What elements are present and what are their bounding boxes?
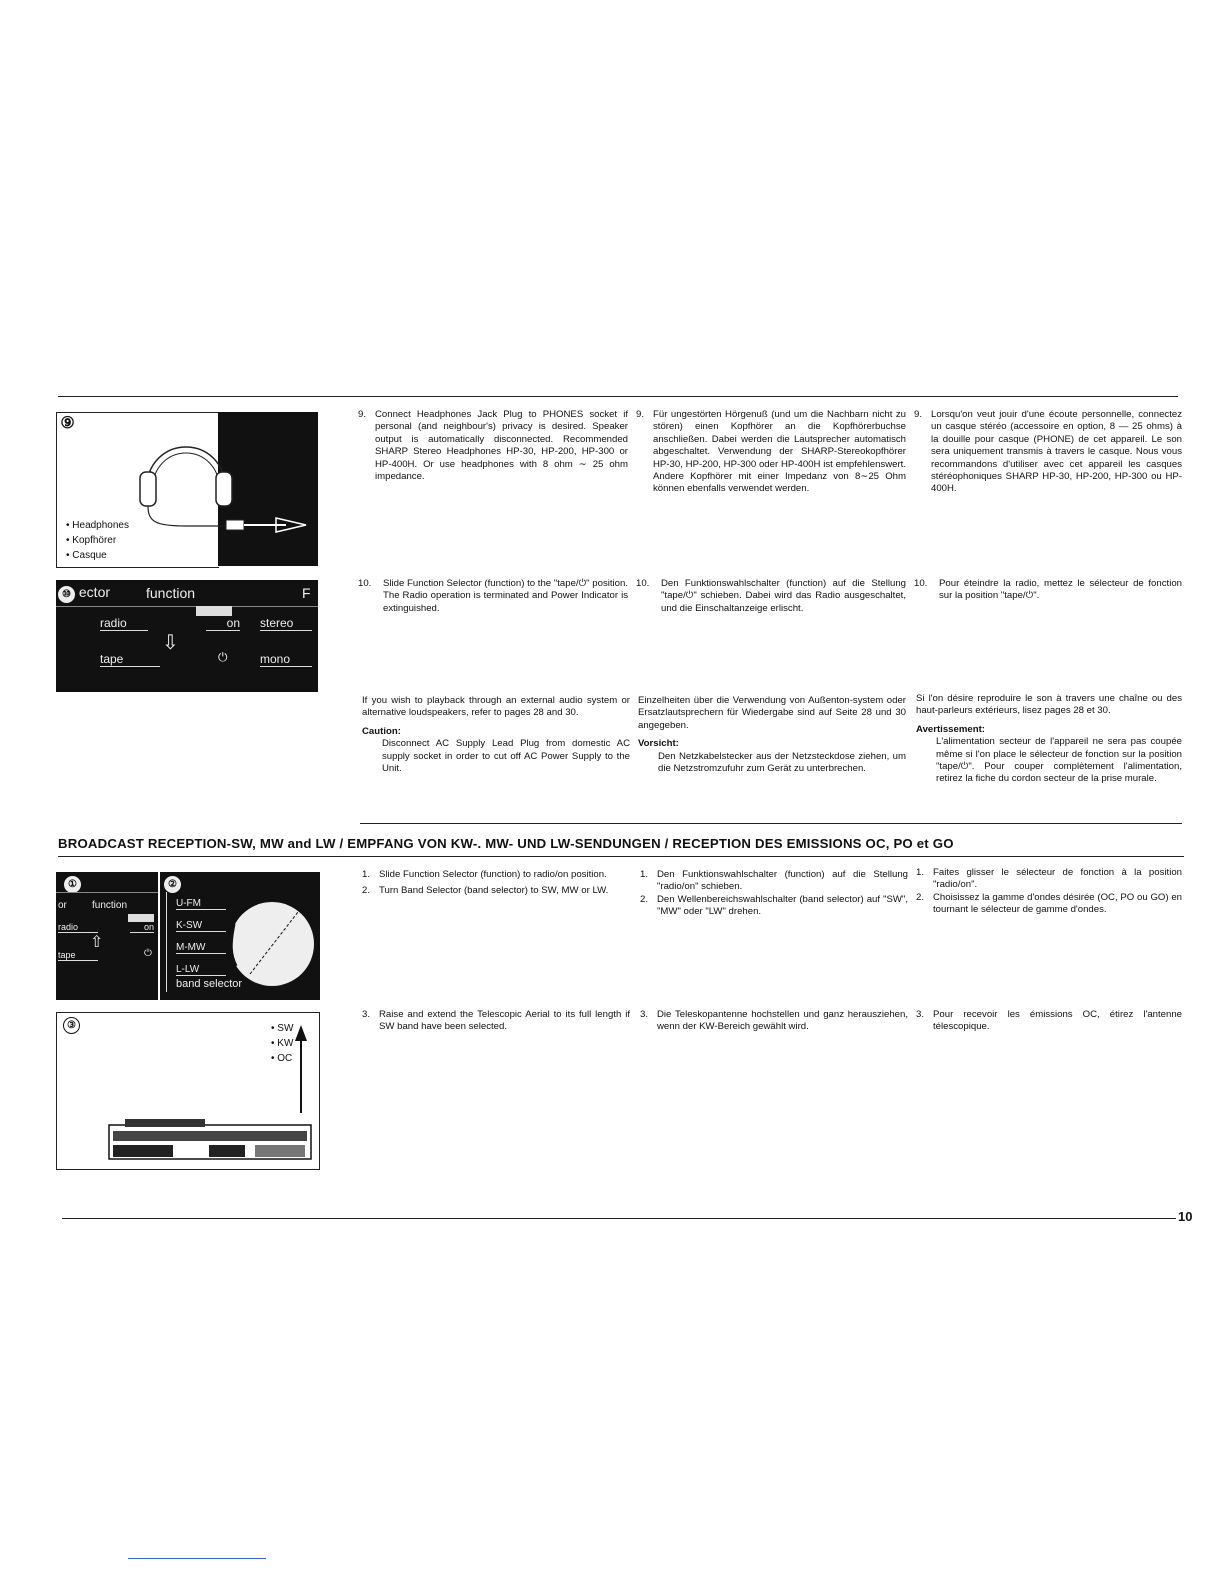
en2-item-3-number: 3.	[362, 1009, 371, 1020]
figure-10-tape-label: tape	[100, 652, 160, 667]
en-item-9-number: 9.	[358, 409, 367, 420]
aerial-arrow-icon	[293, 1021, 309, 1117]
en-caution-title: Caution:	[362, 725, 401, 737]
fr2-item-3-text: Pour recevoir les émissions OC, étirez l'antenne télescopique.	[933, 1009, 1182, 1033]
de-item-10	[636, 578, 906, 615]
en-caution-text: Disconnect AC Supply Lead Plug from domestic AC supply socket in order to cut off AC Power Supply to the Unit.	[382, 738, 630, 775]
en2-item-1-number: 1.	[362, 869, 371, 880]
figure-3-label-kw: • KW	[271, 1038, 294, 1049]
band-lw: L-LW	[176, 964, 226, 976]
figure-10-right-cut: F	[302, 585, 311, 601]
section1-german-10	[636, 578, 906, 615]
section1-french-10	[914, 578, 1182, 603]
section1-english	[358, 409, 628, 483]
en2-item-3	[362, 1009, 630, 1034]
band-sw: K-SW	[176, 920, 226, 932]
figure-10-on-label: on	[206, 616, 240, 631]
fr-item-9-number: 9.	[914, 409, 923, 420]
en2-item-1	[362, 869, 630, 881]
de2-item-2-text: Den Wellenbereichswahlschalter (band selector) auf "SW", "MW" oder "LW" drehen.	[657, 893, 908, 918]
fr-item-9	[914, 409, 1182, 496]
fr-item-9-text: Lorsqu'on veut jouir d'une écoute personnelle, connectez un casque stéréo (accessoire en option, 8 — 25 ohms) à la douille pour casque (PHONE) de cet appareil. Le son sera uniquement transmis à travers le casque. Nous vous recommandons d'utiliser avec cet appareil les casques stéréophoniques SHARP HP-30, HP-200, HP-300 ou HP-400H.	[931, 409, 1182, 495]
top-rule	[58, 396, 1178, 397]
band-fm: U-FM	[176, 898, 226, 910]
fr2-item-1-number: 1.	[916, 867, 925, 878]
figure-1-radio-label: radio	[58, 922, 98, 933]
section1-french	[914, 409, 1182, 496]
fr2-item-1	[916, 867, 1182, 892]
de-item-10-number: 10.	[636, 578, 650, 589]
en2-item-2	[362, 885, 630, 897]
en-item-10	[358, 578, 628, 615]
section-rule-lower	[58, 856, 1184, 857]
en2-item-2-text: Turn Band Selector (band selector) to SW, MW or LW.	[379, 885, 609, 897]
arrow-down-icon: ⇩	[162, 632, 179, 654]
de2-item-1-text: Den Funktionswahlschalter (function) auf die Stellung "radio/on" schieben.	[657, 869, 908, 893]
de2-item-1-number: 1.	[640, 869, 649, 880]
figure-10-title: function	[146, 585, 196, 601]
fr2-item-2-number: 2.	[916, 891, 925, 903]
radio-unit-icon	[105, 1117, 315, 1167]
section1-german	[636, 409, 906, 496]
figure-9-number: ⑨	[60, 415, 75, 432]
de2-item-3-number: 3.	[640, 1009, 649, 1020]
section2-english	[362, 869, 630, 898]
de-caution-title: Vorsicht:	[638, 738, 679, 750]
section2-french-3	[916, 1009, 1182, 1034]
band-mw: M-MW	[176, 942, 226, 954]
de-item-9-text: Für ungestörten Hörgenuß (und um die Nachbarn nicht zu stören) einen Kopfhörer an die Kopfhörerbuchse anschließen. Dabei werden die Lautsprecher automatisch abgeschaltet. Verwendung der SHARP-Stereokopfhörer HP-30, HP-200, HP-300 oder HP-400H ist empfehlenswert. Andere Kopfhörer mit einer Impedanz von 8∼25 Ohm können ebenfalls verwendet werden.	[653, 409, 906, 495]
section1-english-notes	[362, 695, 630, 775]
figure-1-tape-label: tape	[58, 950, 98, 961]
fr-item-10-text: Pour éteindre la radio, mettez le sélecteur de fonction sur la position "tape/⏻".	[939, 578, 1182, 602]
fr2-item-3	[916, 1009, 1182, 1034]
figure-1-number: ①	[64, 876, 81, 893]
figure-9-label-de: • Kopfhörer	[66, 535, 117, 546]
figure-1-function-selector	[56, 872, 158, 1000]
fr2-item-1-text: Faites glisser le sélecteur de fonction à la position "radio/on".	[933, 867, 1182, 891]
figure-2-band-selector	[160, 872, 320, 1000]
en-item-10-text: Slide Function Selector (function) to the "tape/⏻" position. The Radio operation is terminated and Power Indicator is extinguished.	[383, 578, 628, 614]
figure-10-header: ector	[78, 584, 111, 600]
fr2-item-2-text: Choisissez la gamme d'ondes désirée (OC, PO ou GO) en tournant le sélecteur de gamme d'ondes.	[933, 891, 1182, 916]
de2-item-1	[640, 869, 908, 894]
en-note: If you wish to playback through an external audio system or alternative loudspeakers, refer to pages 28 and 30.	[362, 695, 630, 719]
section-rule-upper	[360, 823, 1182, 824]
de2-item-2	[640, 894, 908, 919]
section1-english-10	[358, 578, 628, 615]
section-heading: BROADCAST RECEPTION-SW, MW and LW / EMPFANG VON KW-. MW- UND LW-SENDUNGEN / RECEPTION DES EMISSIONS OC, PO et GO	[58, 836, 954, 851]
figure-1-power-icon: ⏻	[144, 948, 152, 959]
figure-9-label-fr: • Casque	[66, 550, 107, 561]
figure-10-stereo-label: stereo	[260, 616, 312, 631]
de-note: Einzelheiten über die Verwendung von Außenton-system oder Ersatzlautsprechern für Wiedergabe sind auf Seite 28 und 30 angegeben.	[638, 695, 906, 731]
en2-item-1-text: Slide Function Selector (function) to radio/on position.	[379, 869, 607, 880]
figure-10-mono-label: mono	[260, 652, 312, 667]
figure-3-label-oc: • OC	[271, 1053, 293, 1064]
en-item-9	[358, 409, 628, 483]
section2-english-3	[362, 1009, 630, 1034]
figure-10-function-selector	[56, 580, 318, 692]
en-item-10-number: 10.	[358, 578, 372, 589]
figure-3-label-sw: • SW	[271, 1023, 294, 1034]
figure-3-aerial	[56, 1012, 320, 1170]
de2-item-3-text: Die Teleskopantenne hochstellen und ganz herausziehen, wenn der KW-Bereich gewählt wird.	[657, 1009, 908, 1033]
section2-german	[640, 869, 908, 919]
fr2-item-2	[916, 892, 1182, 917]
de2-item-3	[640, 1009, 908, 1034]
en2-item-3-text: Raise and extend the Telescopic Aerial to its full length if SW band have been selected.	[379, 1009, 630, 1033]
en-item-9-text: Connect Headphones Jack Plug to PHONES socket if personal (and neighbour's) privacy is desired. Speaker output is automatically disconnected. Recommended SHARP Stereo Headphones HP-30, HP-200, HP-300 or HP-400H. Or use headphones with 8 ohm ∼ 25 ohm impedance.	[375, 409, 628, 483]
section1-french-notes	[916, 693, 1182, 786]
fr2-item-3-number: 3.	[916, 1009, 925, 1020]
de-item-9	[636, 409, 906, 496]
arrow-up-icon: ⇧	[90, 934, 104, 951]
figure-2-caption: band selector	[176, 978, 243, 990]
section2-german-3	[640, 1009, 908, 1034]
de-caution-text: Den Netzkabelstecker aus der Netzsteckdose ziehen, um die Netzstromzufuhr zum Gerät zu unterbrechen.	[658, 750, 906, 775]
page-number: 10	[1178, 1209, 1193, 1224]
footer-rule	[62, 1218, 1176, 1219]
section1-german-notes	[638, 695, 906, 775]
power-icon: ⏻	[218, 650, 228, 664]
fr-caution-text: L'alimentation secteur de l'appareil ne sera pas coupée même si l'on place le sélecteur de fonction sur la position "tape/⏻". Pour couper complètement l'alimentation, retirez la fiche du cordon secteur de la prise murale.	[936, 736, 1182, 785]
en2-item-2-number: 2.	[362, 885, 371, 897]
figure-1-left-cut: or	[58, 900, 67, 911]
de-item-10-text: Den Funktionswahlschalter (function) auf die Stellung "tape/⏻" schieben. Dabei wird das Radio ausgeschaltet, und die Einschaltanzeige erlischt.	[661, 578, 906, 614]
de-item-9-number: 9.	[636, 409, 645, 420]
fr-caution-title: Avertissement:	[916, 723, 985, 735]
figure-9-headphones	[56, 412, 318, 566]
fr-item-10-number: 10.	[914, 578, 928, 589]
fr-item-10	[914, 578, 1182, 603]
figure-10-radio-label: radio	[100, 616, 148, 631]
figure-1-on-label: on	[130, 922, 154, 933]
headphones-icon	[126, 422, 316, 542]
fr-note: Si l'on désire reproduire le son à travers une chaîne ou des haut-parleurs extérieurs, lisez pages 28 et 30.	[916, 693, 1182, 717]
figure-10-number: ⑩	[58, 586, 75, 603]
bottom-link-line	[128, 1558, 266, 1559]
figure-3-number: ③	[63, 1017, 80, 1034]
de2-item-2-number: 2.	[640, 893, 649, 905]
figure-9-label-en: • Headphones	[66, 520, 129, 531]
figure-1-title: function	[92, 900, 128, 911]
section2-french	[916, 867, 1182, 917]
figure-2-number: ②	[164, 876, 181, 893]
